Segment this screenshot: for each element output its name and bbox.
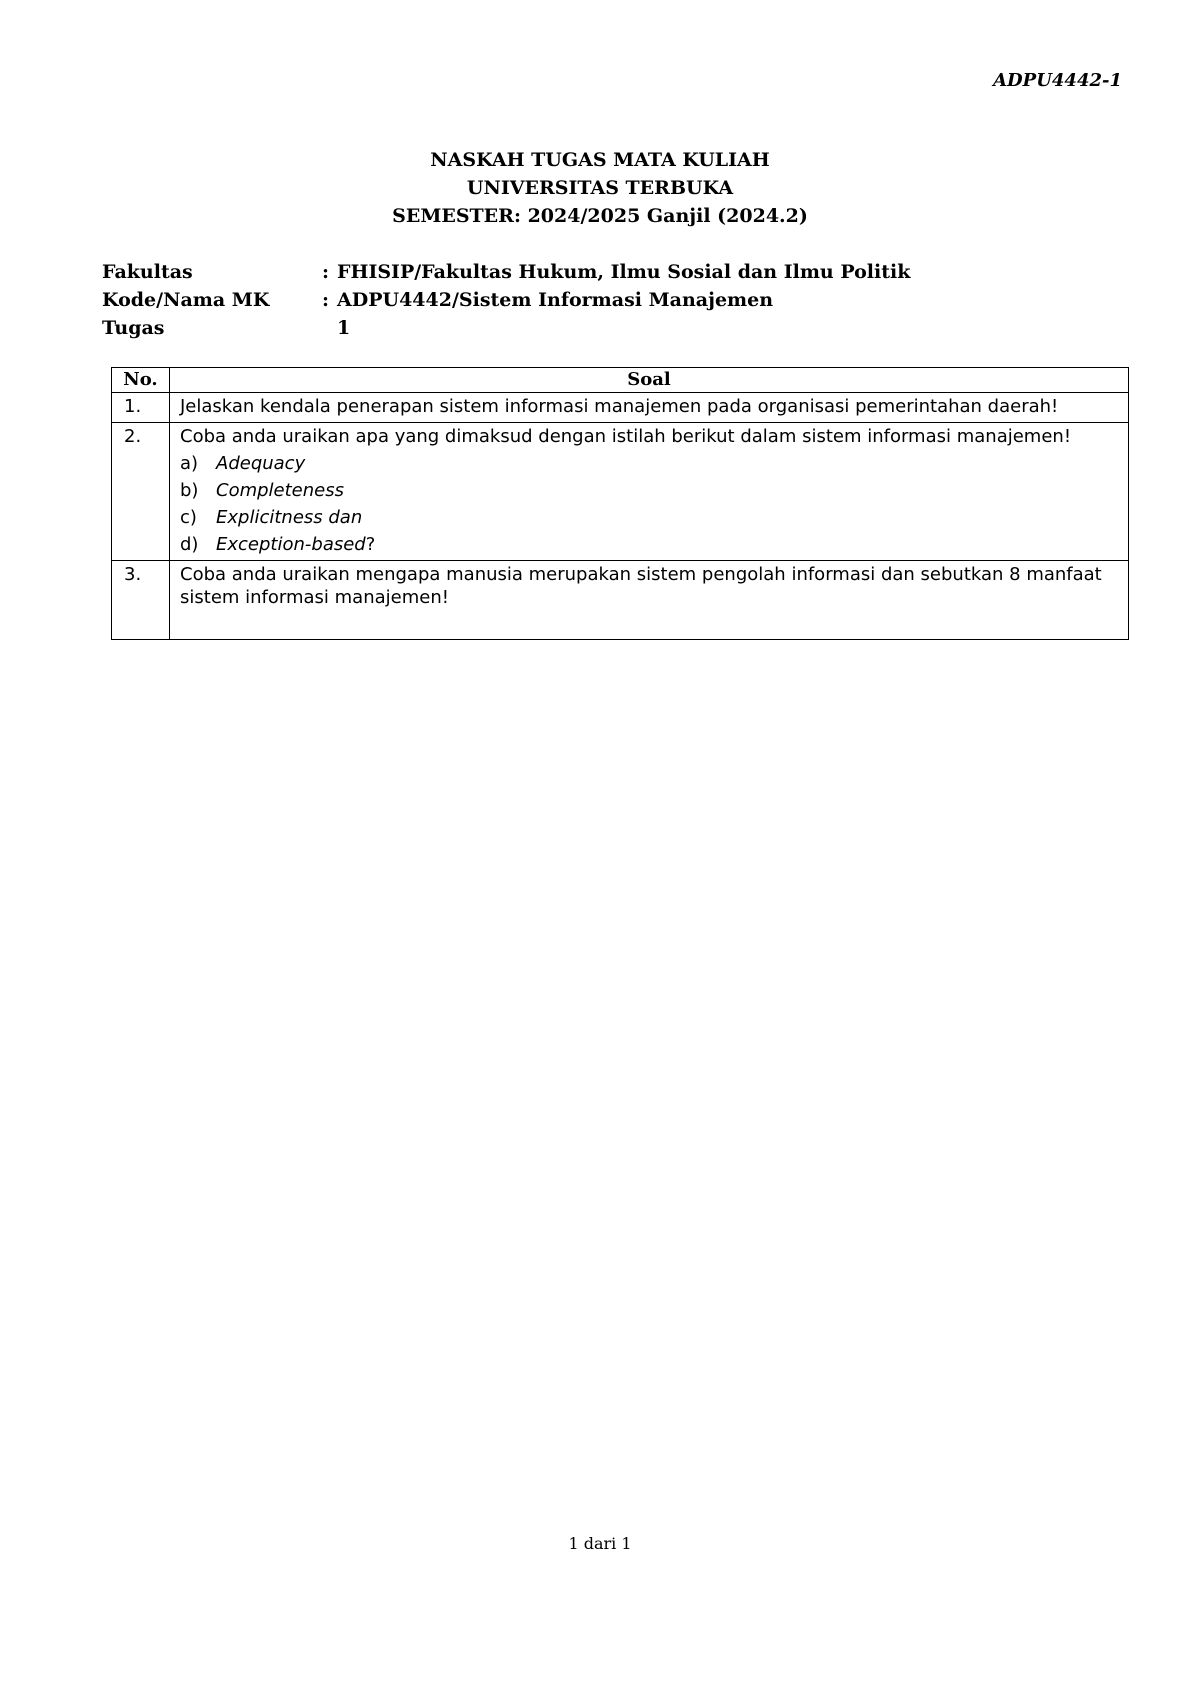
header-soal: Soal: [170, 368, 1129, 393]
sub-item-list: [180, 452, 1124, 556]
table-row: [112, 561, 1129, 640]
kode-label: Kode/Nama MK: [102, 289, 270, 311]
kode-colon: :: [322, 289, 330, 311]
kode-value: ADPU4442/Sistem Informasi Manajemen: [337, 289, 774, 311]
meta-tugas: [102, 314, 910, 342]
heading-line-1: NASKAH TUGAS MATA KULIAH: [430, 149, 770, 171]
question-cell: [170, 423, 1129, 561]
sub-item: [180, 479, 1124, 502]
sub-item-term: Adequacy: [216, 453, 306, 474]
heading-line-3: SEMESTER: 2024/2025 Ganjil (2024.2): [392, 205, 808, 227]
tugas-value: 1: [337, 317, 351, 339]
sub-item: [180, 506, 1124, 529]
table-header-row: [112, 368, 1129, 393]
sub-item-letter: a): [180, 453, 199, 474]
question-number: 2.: [112, 423, 170, 561]
sub-item-suffix: ?: [365, 534, 376, 555]
heading-line-2: UNIVERSITAS TERBUKA: [466, 177, 734, 199]
sub-item-letter: b): [180, 480, 199, 501]
table-row: [112, 393, 1129, 423]
questions-table: [111, 367, 1129, 640]
sub-item-letter: d): [180, 534, 199, 555]
question-text: Jelaskan kendala penerapan sistem informasi manajemen pada organisasi pemerintahan daerah!: [170, 393, 1129, 423]
document-heading: [0, 146, 1200, 230]
sub-item-letter: c): [180, 507, 197, 528]
question-text: Coba anda uraikan apa yang dimaksud dengan istilah berikut dalam sistem informasi manajemen!: [180, 426, 1072, 447]
question-text: Coba anda uraikan mengapa manusia merupakan sistem pengolah informasi dan sebutkan 8 manfaat sistem informasi manajemen!: [170, 561, 1129, 640]
meta-fakultas: [102, 258, 910, 286]
tugas-label: Tugas: [102, 317, 165, 339]
header-no: No.: [112, 368, 170, 393]
sub-item-term: Completeness: [216, 480, 344, 501]
question-number: 1.: [112, 393, 170, 423]
question-number: 3.: [112, 561, 170, 640]
fakultas-label: Fakultas: [102, 261, 193, 283]
course-meta: [102, 258, 910, 342]
fakultas-value: FHISIP/Fakultas Hukum, Ilmu Sosial dan Ilmu Politik: [337, 261, 911, 283]
sub-item: [180, 533, 1124, 556]
meta-kode: [102, 286, 910, 314]
sub-item-term: Exception-based: [216, 534, 366, 555]
fakultas-colon: :: [322, 261, 330, 283]
document-code: ADPU4442-1: [993, 70, 1122, 91]
sub-item-term: Explicitness dan: [216, 507, 363, 528]
sub-item: [180, 452, 1124, 475]
table-row: [112, 423, 1129, 561]
page-number: 1 dari 1: [568, 1534, 632, 1553]
